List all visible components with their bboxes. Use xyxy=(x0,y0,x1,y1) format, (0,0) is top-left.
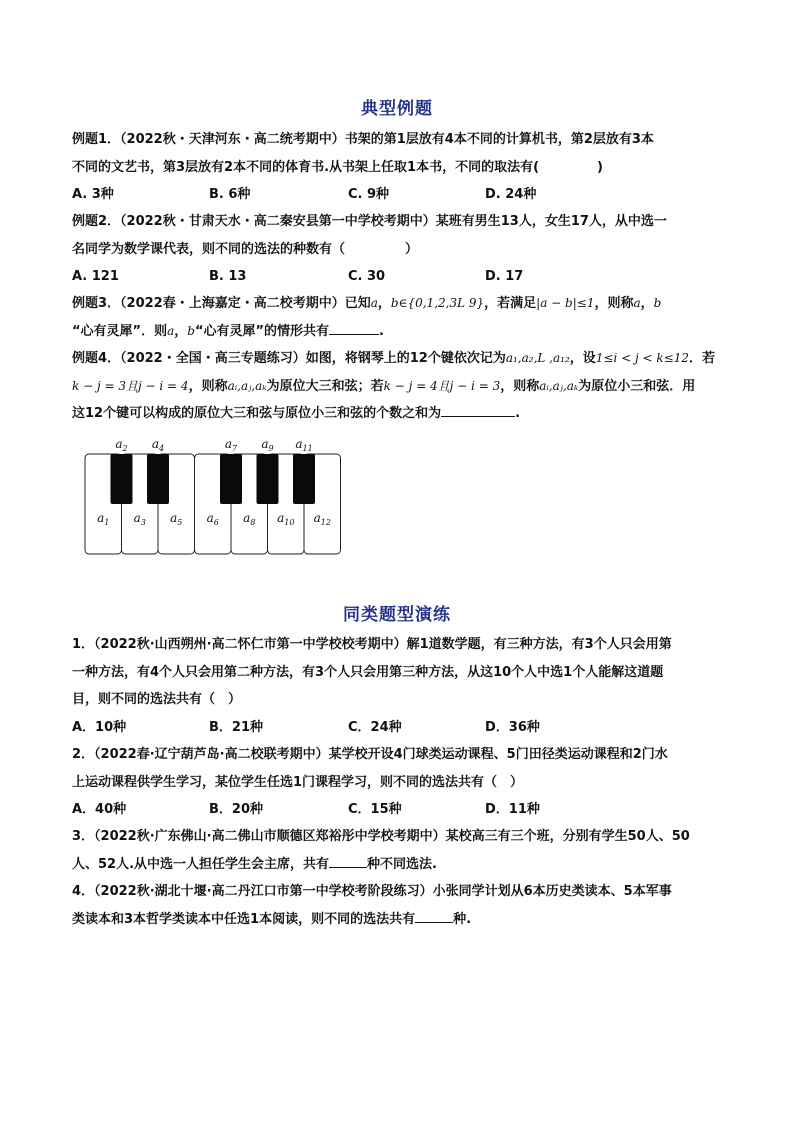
example-3-line2: “心有灵犀”．则a，b“心有灵犀”的情形共有 . xyxy=(72,318,732,346)
example-2-options xyxy=(72,263,732,290)
piano-keyboard-figure xyxy=(84,436,344,558)
black-key-label-a4: $a_4$ xyxy=(151,437,165,453)
example-1-line2: 不同的文艺书，第3层放有2本不同的体育书.从书架上任取1本书，不同的取法有( ) xyxy=(72,159,603,175)
example-1-options xyxy=(72,181,732,208)
option-c: C．24种 xyxy=(348,720,402,735)
example-3-line1: 例题3．（2022春・上海嘉定・高二校考期中）已知a，b∈{0,1,2,3L 9}，若满足|a − b|≤1，则称a，b xyxy=(72,296,662,311)
problem-1-options xyxy=(72,714,732,741)
example-1-line1: 例题1．（2022秋・天津河东・高二统考期中）书架的第1层放有4本不同的计算机书，第2层放有3本 xyxy=(72,132,654,147)
option-a: A．10种 xyxy=(72,720,127,735)
white-key-label-a10: $a_{10}$ xyxy=(277,511,295,527)
example-2-line1: 例题2．（2022秋・甘肃天水・高二秦安县第一中学校考期中）某班有男生13人，女生17人，从中选一 xyxy=(72,214,667,229)
option-d: D. 24种 xyxy=(485,187,537,202)
example-2-line2: 名同学为数学课代表，则不同的选法的种数有（ ） xyxy=(72,241,419,257)
answer-blank xyxy=(329,320,379,335)
option-c: C. 30 xyxy=(348,269,386,284)
minor-condition: k − j = 4且j − i = 3 xyxy=(383,378,501,393)
black-key-a7 xyxy=(220,454,242,504)
option-d: D．36种 xyxy=(485,720,540,735)
condition-expression: |a − b|≤1 xyxy=(536,296,595,310)
option-a: A. 3种 xyxy=(72,187,114,202)
practice-problem-1: 1．（2022秋·山西朔州·高二怀仁市第一中学校校考期中）解1道数学题，有三种方法，有3个人只会用第 一种方法，有4个人只会用第二种方法，有3个人只会用第三种方法，从这10个人中选1个人能解这道题 目，则不同的选法共有（ ） xyxy=(72,637,672,707)
practice-problem-4: 4．（2022秋·湖北十堰·高二丹江口市第一中学校考阶段练习）小张同学计划从6本历史类读本、5本军事 类读本和3本哲学类读本中任选1本阅读，则不同的选法共有 种. xyxy=(72,884,672,927)
option-d: D．11种 xyxy=(485,802,540,817)
example-3 xyxy=(72,290,732,345)
practice-problem-2: 2．（2022春·辽宁葫芦岛·高二校联考期中）某学校开设4门球类运动课程、5门田径类运动课程和2门水 上运动课程供学生学习，某位学生任选1门课程学习，则不同的选法共有（ ） xyxy=(72,747,668,790)
index-inequality: 1≤i < j < k≤12 xyxy=(595,351,689,365)
black-key-label-a2: $a_2$ xyxy=(115,437,128,453)
option-b: B．20种 xyxy=(209,802,263,817)
section-title-practice: 同类题型演练 xyxy=(343,605,451,625)
option-a: A. 121 xyxy=(72,269,119,284)
example-4-line1: 例题4．（2022・全国・高三专题练习）如图，将钢琴上的12个键依次记为a₁,a₂,L ,a₁₂，设1≤i < j < k≤12．若 xyxy=(72,351,716,366)
black-key-label-a7: $a_7$ xyxy=(224,437,238,453)
option-b: B. 13 xyxy=(209,269,247,284)
answer-blank xyxy=(441,402,515,417)
black-key-a11 xyxy=(293,454,315,504)
answer-blank xyxy=(329,853,367,868)
answer-blank xyxy=(415,908,453,923)
option-c: C．15种 xyxy=(348,802,402,817)
option-b: B. 6种 xyxy=(209,187,251,202)
white-key-label-a3: $a_3$ xyxy=(133,511,146,527)
section-title-typical-examples: 典型例题 xyxy=(361,99,433,119)
practice-problem-3: 3．（2022秋·广东佛山·高二佛山市顺德区郑裕彤中学校考期中）某校高三有三个班，分别有学生50人、50 人、52人.从中选一人担任学生会主席，共有 种不同选法. xyxy=(72,829,690,872)
white-key-label-a8: $a_8$ xyxy=(243,511,256,527)
black-key-a4 xyxy=(147,454,169,504)
black-key-label-a11: $a_{11}$ xyxy=(295,437,313,453)
white-key-label-a1: $a_1$ xyxy=(97,511,110,527)
example-4 xyxy=(72,345,732,428)
key-sequence: a₁,a₂,L ,a₁₂ xyxy=(505,351,570,365)
problem-2-options xyxy=(72,796,732,823)
black-key-a2 xyxy=(111,454,133,504)
set-expression: ∈{0,1,2,3L 9} xyxy=(398,296,485,310)
example-1 xyxy=(72,126,732,181)
major-condition: k − j = 3且j − i = 4 xyxy=(72,378,189,393)
black-key-label-a9: $a_9$ xyxy=(261,437,274,453)
option-b: B．21种 xyxy=(209,720,263,735)
option-a: A．40种 xyxy=(72,802,127,817)
example-4-line2: k − j = 3且j − i = 4，则称aᵢ,aⱼ,aₖ为原位大三和弦；若k − j = 4且j − i = 3，则称aᵢ,aⱼ,aₖ为原位小三和弦．用 xyxy=(72,378,696,394)
example-2 xyxy=(72,208,732,263)
option-c: C. 9种 xyxy=(348,187,390,202)
white-key-label-a12: $a_{12}$ xyxy=(313,511,331,527)
white-key-label-a6: $a_6$ xyxy=(206,511,219,527)
white-key-label-a5: $a_5$ xyxy=(170,511,183,527)
option-d: D. 17 xyxy=(485,269,524,284)
example-4-line3: 这12个键可以构成的原位大三和弦与原位小三和弦的个数之和为 . xyxy=(72,400,732,428)
black-key-a9 xyxy=(257,454,279,504)
